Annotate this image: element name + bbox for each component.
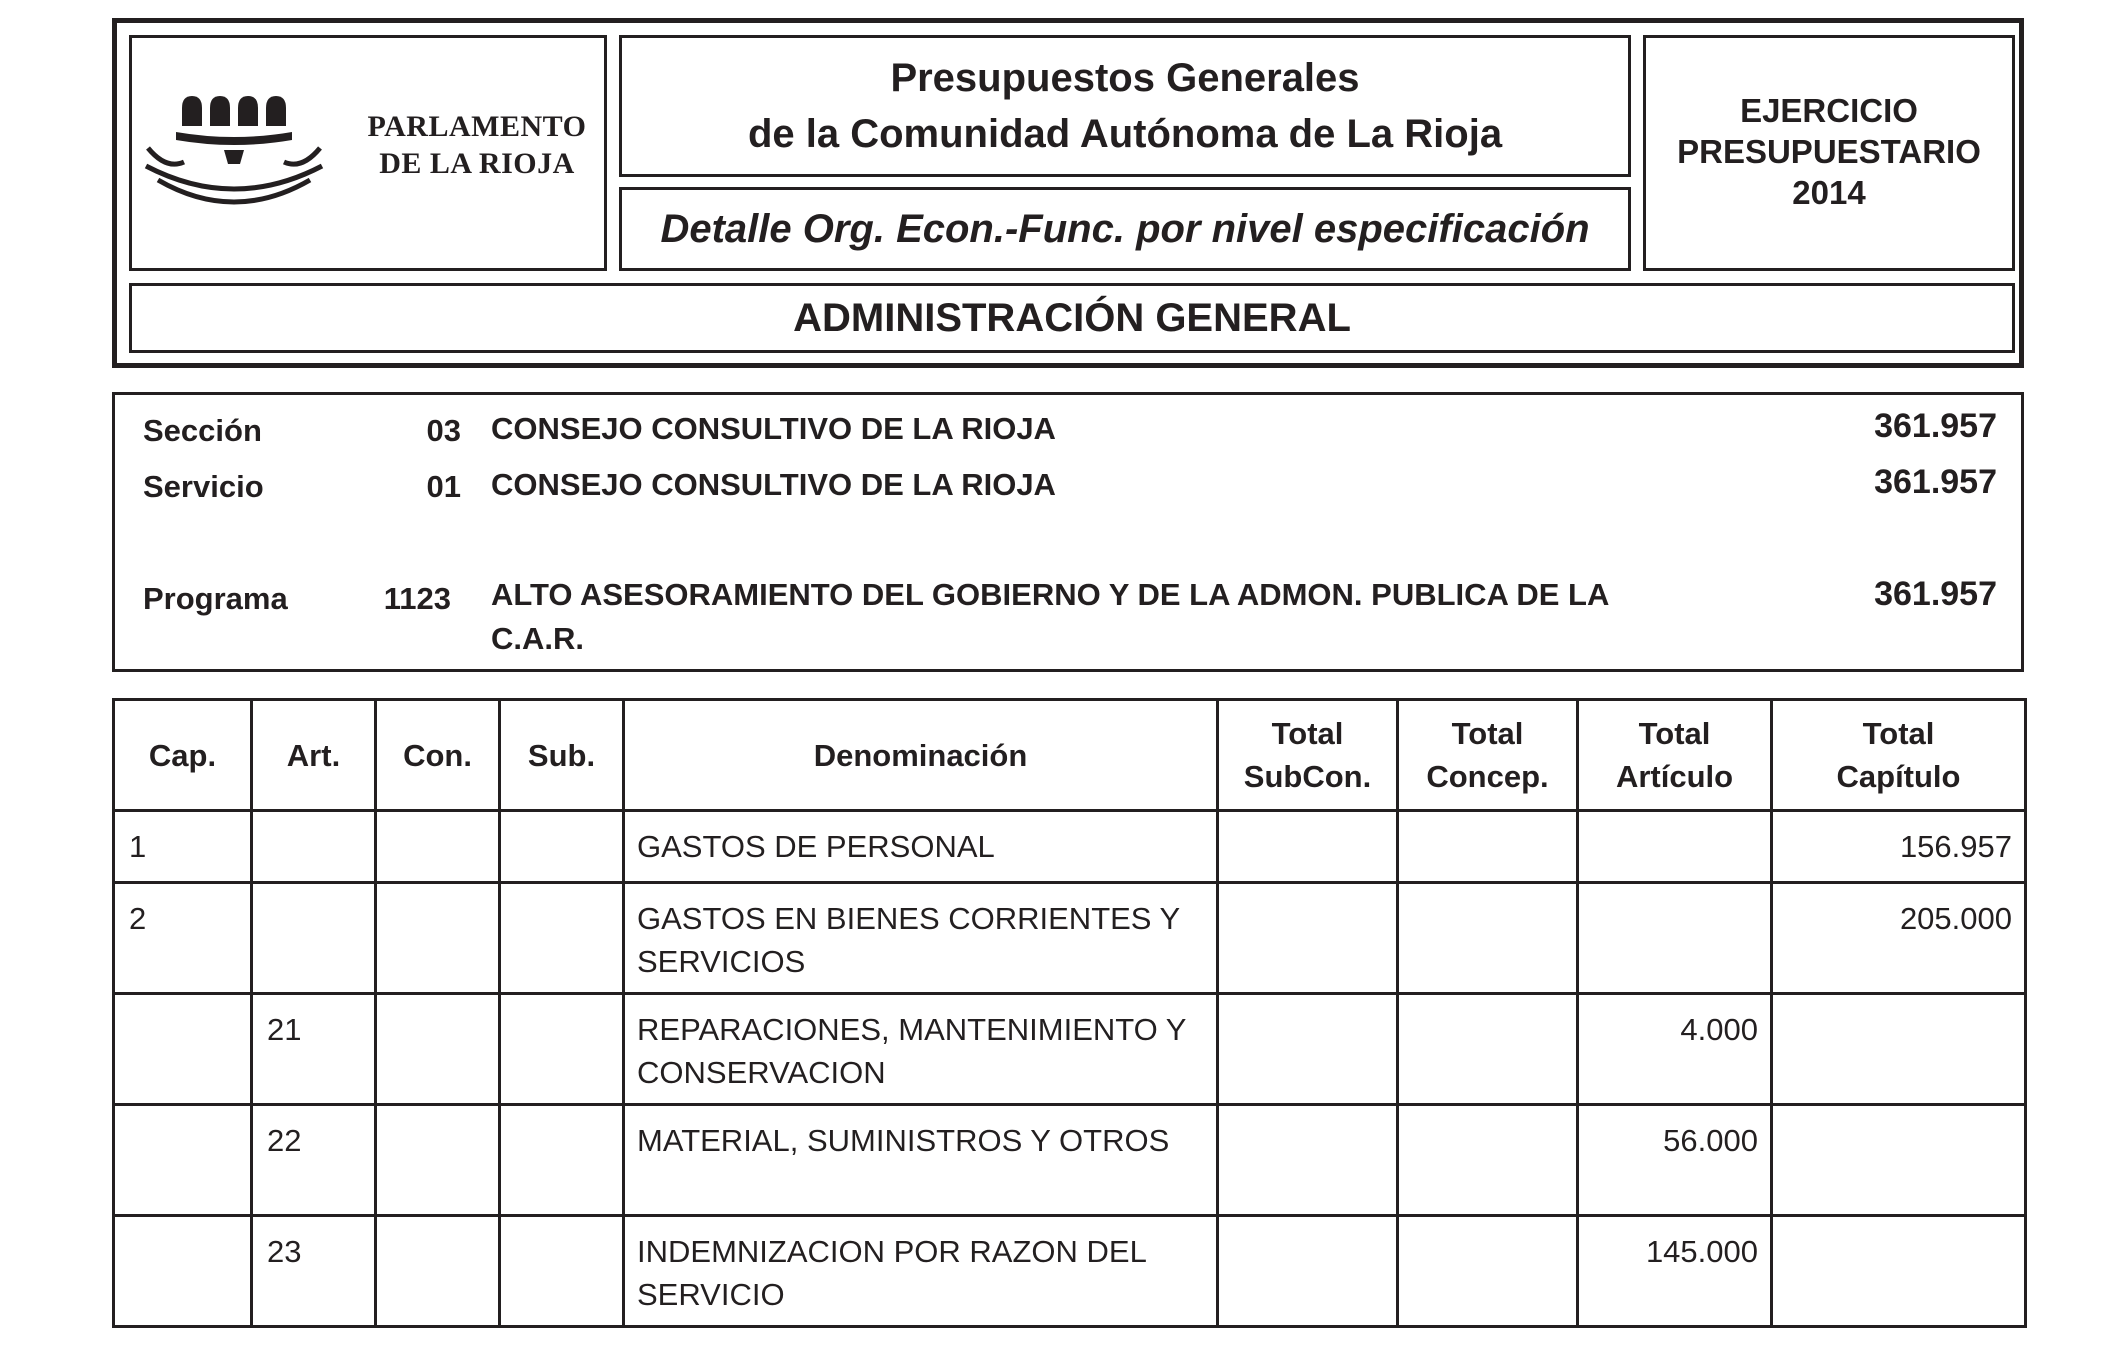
cell-denominacion: GASTOS DE PERSONAL bbox=[624, 811, 1218, 883]
cell-denominacion: REPARACIONES, MANTENIMIENTO Y CONSERVACION bbox=[624, 994, 1218, 1105]
logo-text-line1: PARLAMENTO bbox=[367, 110, 587, 143]
cell-total-articulo: 145.000 bbox=[1578, 1216, 1772, 1327]
cell-cap bbox=[114, 994, 252, 1105]
col-header-total-concep-line1: Total bbox=[1451, 716, 1524, 751]
seccion-name: CONSEJO CONSULTIVO DE LA RIOJA bbox=[491, 411, 1056, 446]
col-header-con: Con. bbox=[376, 700, 500, 811]
table-row bbox=[114, 994, 2026, 1105]
cell-total-articulo: 4.000 bbox=[1578, 994, 1772, 1105]
cell-con bbox=[376, 883, 500, 994]
col-header-total-capitulo bbox=[1772, 700, 2026, 811]
cell-total-articulo bbox=[1578, 811, 1772, 883]
cell-art bbox=[252, 883, 376, 994]
cell-total-articulo: 56.000 bbox=[1578, 1105, 1772, 1216]
fiscal-year-line1: EJERCICIO bbox=[1740, 92, 1918, 129]
cell-con bbox=[376, 811, 500, 883]
cell-cap bbox=[114, 1105, 252, 1216]
cell-art: 23 bbox=[252, 1216, 376, 1327]
table-row bbox=[114, 811, 2026, 883]
cell-total-articulo bbox=[1578, 883, 1772, 994]
cell-total-concep bbox=[1398, 883, 1578, 994]
servicio-code: 01 bbox=[426, 469, 461, 504]
cell-con bbox=[376, 1105, 500, 1216]
document-title-line2: de la Comunidad Autónoma de La Rioja bbox=[747, 112, 1503, 156]
section-title-box bbox=[129, 283, 2015, 353]
cell-total-concep bbox=[1398, 994, 1578, 1105]
cell-sub bbox=[500, 811, 624, 883]
cell-art bbox=[252, 811, 376, 883]
subtitle-box bbox=[619, 187, 1631, 271]
cell-total-capitulo: 205.000 bbox=[1772, 883, 2026, 994]
cell-cap: 1 bbox=[114, 811, 252, 883]
servicio-name: CONSEJO CONSULTIVO DE LA RIOJA bbox=[491, 467, 1056, 502]
table-header-row bbox=[114, 700, 2026, 811]
cell-art: 21 bbox=[252, 994, 376, 1105]
seccion-label: Sección bbox=[143, 413, 262, 448]
cell-denominacion: INDEMNIZACION POR RAZON DEL SERVICIO bbox=[624, 1216, 1218, 1327]
cell-total-concep bbox=[1398, 1216, 1578, 1327]
col-header-denominacion: Denominación bbox=[624, 700, 1218, 811]
cell-cap: 2 bbox=[114, 883, 252, 994]
col-header-total-capitulo-line2: Capítulo bbox=[1836, 759, 1961, 794]
cell-total-concep bbox=[1398, 811, 1578, 883]
title-box bbox=[619, 35, 1631, 177]
logo-box bbox=[129, 35, 607, 271]
fiscal-year-line2: PRESUPUESTARIO bbox=[1677, 133, 1981, 170]
cell-total-subcon bbox=[1218, 994, 1398, 1105]
document-title-line1: Presupuestos Generales bbox=[890, 56, 1360, 100]
document-header bbox=[112, 18, 2024, 368]
budget-table bbox=[112, 698, 2027, 1328]
cell-cap bbox=[114, 1216, 252, 1327]
col-header-total-articulo-line2: Artículo bbox=[1615, 759, 1734, 794]
cell-denominacion: MATERIAL, SUMINISTROS Y OTROS bbox=[624, 1105, 1218, 1216]
cell-total-capitulo bbox=[1772, 994, 2026, 1105]
parliament-logo-icon bbox=[140, 78, 350, 208]
servicio-amount: 361.957 bbox=[1874, 463, 1997, 501]
section-title: ADMINISTRACIÓN GENERAL bbox=[793, 295, 1351, 340]
cell-denominacion: GASTOS EN BIENES CORRIENTES Y SERVICIOS bbox=[624, 883, 1218, 994]
col-header-total-articulo bbox=[1578, 700, 1772, 811]
cell-total-capitulo: 156.957 bbox=[1772, 811, 2026, 883]
col-header-total-concep bbox=[1398, 700, 1578, 811]
document-subtitle: Detalle Org. Econ.-Func. por nivel especificación bbox=[660, 206, 1590, 251]
col-header-sub: Sub. bbox=[500, 700, 624, 811]
col-header-total-articulo-line1: Total bbox=[1638, 716, 1711, 751]
cell-sub bbox=[500, 883, 624, 994]
logo-text-line2: DE LA RIOJA bbox=[379, 147, 575, 180]
seccion-code: 03 bbox=[426, 413, 461, 448]
logo-text bbox=[347, 108, 607, 182]
col-header-total-capitulo-line1: Total bbox=[1862, 716, 1935, 751]
col-header-art: Art. bbox=[252, 700, 376, 811]
cell-total-subcon bbox=[1218, 883, 1398, 994]
cell-con bbox=[376, 1216, 500, 1327]
programa-label: Programa bbox=[143, 581, 288, 616]
col-header-total-subcon bbox=[1218, 700, 1398, 811]
cell-total-subcon bbox=[1218, 1105, 1398, 1216]
cell-total-subcon bbox=[1218, 1216, 1398, 1327]
col-header-total-subcon-line2: SubCon. bbox=[1243, 759, 1372, 794]
cell-sub bbox=[500, 1216, 624, 1327]
programa-name: ALTO ASESORAMIENTO DEL GOBIERNO Y DE LA ADMON. PUBLICA DE LA C.A.R. bbox=[491, 577, 1609, 656]
cell-total-capitulo bbox=[1772, 1105, 2026, 1216]
servicio-label: Servicio bbox=[143, 469, 264, 504]
programa-amount: 361.957 bbox=[1874, 575, 1997, 613]
cell-sub bbox=[500, 994, 624, 1105]
fiscal-year-value: 2014 bbox=[1792, 174, 1866, 211]
table-row bbox=[114, 883, 2026, 994]
cell-con bbox=[376, 994, 500, 1105]
programa-code: 1123 bbox=[383, 581, 451, 616]
seccion-amount: 361.957 bbox=[1874, 407, 1997, 445]
budget-table-wrapper bbox=[112, 698, 2024, 1328]
fiscal-year-box bbox=[1643, 35, 2015, 271]
table-row bbox=[114, 1216, 2026, 1327]
cell-total-subcon bbox=[1218, 811, 1398, 883]
cell-sub bbox=[500, 1105, 624, 1216]
col-header-total-subcon-line1: Total bbox=[1271, 716, 1344, 751]
col-header-total-concep-line2: Concep. bbox=[1426, 759, 1549, 794]
cell-art: 22 bbox=[252, 1105, 376, 1216]
budget-info-panel bbox=[112, 392, 2024, 672]
cell-total-capitulo bbox=[1772, 1216, 2026, 1327]
table-row bbox=[114, 1105, 2026, 1216]
cell-total-concep bbox=[1398, 1105, 1578, 1216]
col-header-cap: Cap. bbox=[114, 700, 252, 811]
